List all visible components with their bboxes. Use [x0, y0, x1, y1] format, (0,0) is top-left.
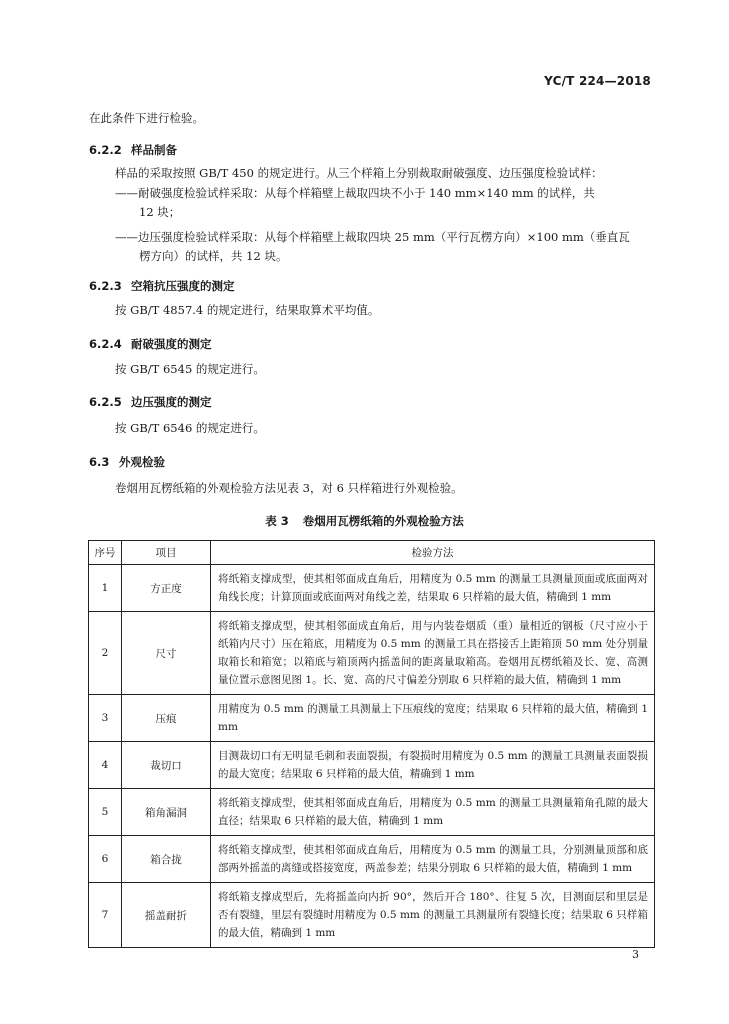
row-item: 箱角漏洞: [122, 789, 211, 836]
table-row: [89, 612, 655, 695]
row-no: 6: [89, 836, 122, 883]
dash-item-line: ——边压强度检验试样采取：从每个样箱壁上裁取四块 25 mm（平行瓦楞方向）×100 mm（垂直瓦: [115, 230, 630, 244]
section-6-2-4-heading: [89, 336, 212, 352]
section-number: 6.2.4: [89, 337, 122, 351]
row-no: 7: [89, 883, 122, 948]
row-no: 3: [89, 695, 122, 742]
table-row: [89, 789, 655, 836]
row-no: 5: [89, 789, 122, 836]
row-method: 将纸箱支撑成型，使其相邻面成直角后，用与内装卷烟质（重）量相近的钢板（尺寸应小于纸箱内尺寸）压在箱底，用精度为 0.5 mm 的测量工具在搭接舌上距箱顶 50 mm 处分别量取箱长和箱宽；以箱底与箱顶两内摇盖间的距离量取箱高。卷烟用瓦楞纸箱及长、宽、高测量位置示意图见图 1。长、宽、高的尺寸偏差分别取 6 只样箱的最大值，精确到 1 mm: [211, 612, 655, 695]
row-method: 目测裁切口有无明显毛刺和表面裂损，有裂损时用精度为 0.5 mm 的测量工具测量表面裂损的最大宽度；结果取 6 只样箱的最大值，精确到 1 mm: [211, 742, 655, 789]
header-no: 序号: [89, 541, 122, 565]
section-6-2-2-paragraph: 样品的采取按照 GB/T 450 的规定进行。从三个样箱上分别裁取耐破强度、边压强度检验试样：: [115, 166, 603, 180]
inspection-method-table: [88, 540, 655, 948]
section-title: 空箱抗压强度的测定: [131, 279, 235, 293]
section-number: 6.2.2: [89, 143, 122, 157]
row-method: 将纸箱支撑成型，使其相邻面成直角后，用精度为 0.5 mm 的测量工具测量顶面或底面两对角线长度；计算顶面或底面两对角线之差，结果取 6 只样箱的最大值，精确到 1 mm: [211, 565, 655, 612]
dash-item-edge-sample: [115, 228, 630, 266]
section-6-2-3-paragraph: 按 GB/T 4857.4 的规定进行，结果取算术平均值。: [115, 303, 380, 317]
row-method: 用精度为 0.5 mm 的测量工具测量上下压痕线的宽度；结果取 6 只样箱的最大值，精确到 1 mm: [211, 695, 655, 742]
row-item: 方正度: [122, 565, 211, 612]
table-row: [89, 565, 655, 612]
standard-code: YC/T 224—2018: [544, 74, 651, 88]
section-6-2-2-heading: [89, 142, 177, 158]
table-row: [89, 742, 655, 789]
section-6-2-4-paragraph: 按 GB/T 6545 的规定进行。: [115, 362, 265, 376]
table-row: [89, 695, 655, 742]
dash-item-continuation: 12 块；: [139, 205, 181, 219]
table-header-row: [89, 541, 655, 565]
section-number: 6.2.3: [89, 279, 122, 293]
table-number: 表 3: [265, 514, 289, 528]
row-item: 压痕: [122, 695, 211, 742]
section-6-3-heading: [89, 454, 165, 470]
table-caption: [0, 513, 729, 529]
section-number: 6.2.5: [89, 395, 122, 409]
dash-item-burst-sample: [115, 184, 595, 222]
section-6-2-3-heading: [89, 278, 235, 294]
row-item: 尺寸: [122, 612, 211, 695]
table-row: [89, 883, 655, 948]
section-title: 边压强度的测定: [131, 395, 212, 409]
row-method: 将纸箱支撑成型后，先将摇盖向内折 90°，然后开合 180°、往复 5 次，目测面层和里层是否有裂缝，里层有裂缝时用精度为 0.5 mm 的测量工具测量所有裂缝长度；结果取 6 只样箱的最大值，精确到 1 mm: [211, 883, 655, 948]
table-row: [89, 836, 655, 883]
row-no: 2: [89, 612, 122, 695]
section-6-2-5-paragraph: 按 GB/T 6546 的规定进行。: [115, 421, 265, 435]
dash-item-line: ——耐破强度检验试样采取：从每个样箱壁上裁取四块不小于 140 mm×140 mm 的试样，共: [115, 186, 595, 200]
section-title: 样品制备: [131, 143, 177, 157]
row-method: 将纸箱支撑成型，使其相邻面成直角后，用精度为 0.5 mm 的测量工具，分别测量顶部和底部两外摇盖的离缝或搭接宽度，两盖参差；结果分别取 6 只样箱的最大值，精确到 1 mm: [211, 836, 655, 883]
section-title: 耐破强度的测定: [131, 337, 212, 351]
dash-item-continuation: 楞方向）的试样，共 12 块。: [139, 249, 288, 263]
page-number: 3: [632, 948, 639, 961]
section-6-3-paragraph: 卷烟用瓦楞纸箱的外观检验方法见表 3，对 6 只样箱进行外观检验。: [115, 481, 463, 495]
row-item: 箱合拢: [122, 836, 211, 883]
header-method: 检验方法: [211, 541, 655, 565]
row-item: 裁切口: [122, 742, 211, 789]
row-no: 1: [89, 565, 122, 612]
row-method: 将纸箱支撑成型，使其相邻面成直角后，用精度为 0.5 mm 的测量工具测量箱角孔隙的最大直径；结果取 6 只样箱的最大值，精确到 1 mm: [211, 789, 655, 836]
row-no: 4: [89, 742, 122, 789]
section-number: 6.3: [89, 455, 110, 469]
table-title: 卷烟用瓦楞纸箱的外观检验方法: [302, 514, 464, 528]
section-title: 外观检验: [119, 455, 165, 469]
intro-line: 在此条件下进行检验。: [89, 111, 204, 125]
section-6-2-5-heading: [89, 394, 212, 410]
header-item: 项目: [122, 541, 211, 565]
row-item: 摇盖耐折: [122, 883, 211, 948]
